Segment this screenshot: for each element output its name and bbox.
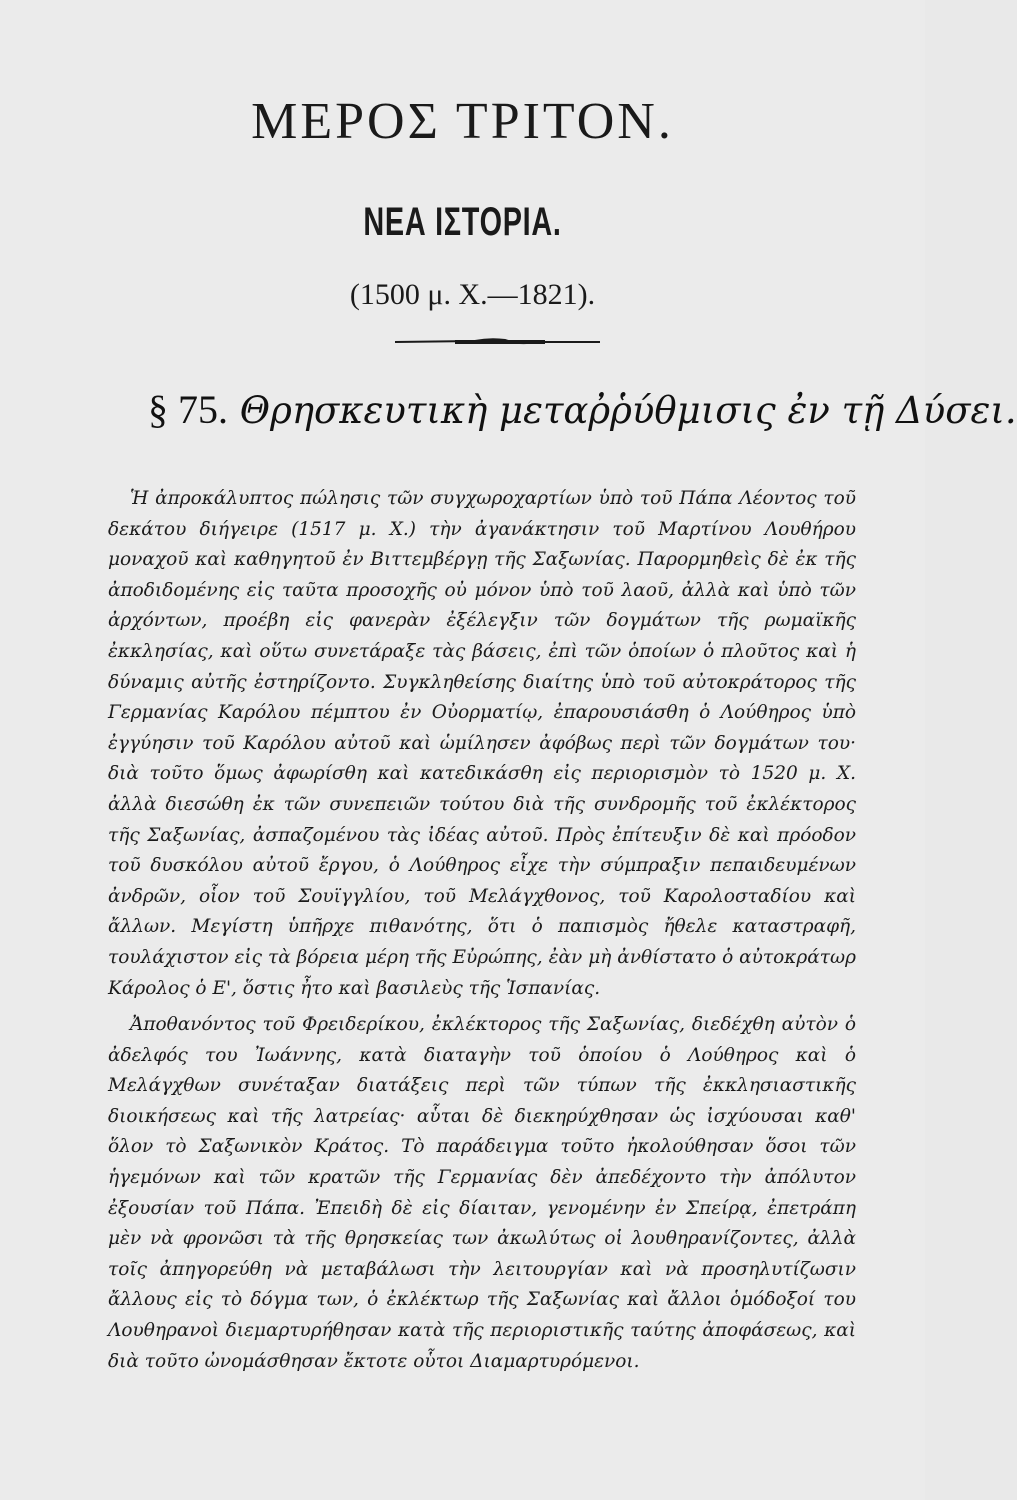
section-number: § 75. [148,387,228,432]
paragraph: Ἀποθανόντος τοῦ Φρειδερίκου, ἐκλέκτορος τῆς Σαξωνίας, διεδέχθη αὐτὸν ὁ ἀδελφός του Ἰωάννης, κατὰ διαταγὴν τοῦ ὁποίου ὁ Λούθηρος καὶ ὁ Μελάγχθων συνέταξαν διατάξεις περὶ τῶν τύπων τῆς ἐκκλησιαστικῆς διοικήσεως καὶ τῆς λατρείας· αὗται δὲ διεκηρύχθησαν ὡς ἰσχύουσαι καθ' ὅλον τὸ Σαξωνικὸν Κράτος. Τὸ παράδειγμα τοῦτο ἠκολούθησαν ὅσοι τῶν ἡγεμόνων καὶ τῶν κρατῶν τῆς Γερμανίας δὲν ἀπεδέχοντο τὴν ἀπόλυτον ἐξουσίαν τοῦ Πάπα. Ἐπειδὴ δὲ εἰς δίαιταν, γενομένην ἐν Σπείρᾳ, ἐπετράπη μὲν νὰ φρονῶσι τὰ τῆς θρησκείας των ἀκωλύτως οἱ λουθηρανίζοντες, ἀλλὰ τοῖς ἀπηγορεύθη νὰ μεταβάλωσι τὴν λειτουργίαν καὶ νὰ προσηλυτίζωσιν ἄλλους εἰς τὸ δόγμα των, ὁ ἐκλέκτωρ τῆς Σαξωνίας καὶ ἄλλοι ὁμόδοξοί του Λουθηρανοὶ διεμαρτυρήθησαν κατὰ τῆς περιοριστικῆς ταύτης ἀποφάσεως, καὶ διὰ τοῦτο ὠνομάσθησαν ἔκτοτε οὗτοι Διαμαρτυρόμενοι. [108,1014,856,1372]
chapter-title: Θρησκευτικὴ μεταῤῥύθμισις ἐν τῇ Δύσει. [239,389,1017,432]
period-dates: (1500 μ. Χ.—1821). [349,278,596,311]
ornamental-rule [395,338,600,346]
body-text [108,484,856,1379]
paragraph: Ἡ ἀπροκάλυπτος πώλησις τῶν συγχωροχαρτίων ὑπὸ τοῦ Πάπα Λέοντος τοῦ δεκάτου διήγειρε (1517 μ. Χ.) τὴν ἀγανάκτησιν τοῦ Μαρτίνου Λουθήρου μοναχοῦ καὶ καθηγητοῦ ἐν Βιττεμβέργῃ τῆς Σαξωνίας. Παρορμηθεὶς δὲ ἐκ τῆς ἀποδιδομένης εἰς ταῦτα προσοχῆς οὐ μόνον ὑπὸ τοῦ λαοῦ, ἀλλὰ καὶ ὑπὸ τῶν ἀρχόντων, προέβη εἰς φανερὰν ἐξέλεγξιν τῶν δογμάτων τῆς ρωμαϊκῆς ἐκκλησίας, καὶ οὕτω συνετάραξε τὰς βάσεις, ἐπὶ τῶν ὁποίων ὁ πλοῦτος καὶ ἡ δύναμις αὐτῆς ἐστηρίζοντο. Συγκληθείσης διαίτης ὑπὸ τοῦ αὐτοκράτορος τῆς Γερμανίας Καρόλου πέμπτου ἐν Οὐορματίῳ, ἐπαρουσιάσθη ὁ Λούθηρος ὑπὸ ἐγγύησιν τοῦ Καρόλου αὐτοῦ καὶ ὡμίλησεν ἀφόβως περὶ τῶν δογμάτων του· διὰ τοῦτο ὅμως ἀφωρίσθη καὶ κατεδικάσθη εἰς περιορισμὸν τὸ 1520 μ. Χ. ἀλλὰ διεσώθη ἐκ τῶν συνεπειῶν τούτου διὰ τῆς συνδρομῆς τοῦ ἐκλέκτορος τῆς Σαξωνίας, ἀσπαζομένου τὰς ἰδέας αὐτοῦ. Πρὸς ἐπίτευξιν δὲ καὶ πρόοδον τοῦ δυσκόλου αὐτοῦ ἔργου, ὁ Λούθηρος εἶχε τὴν σύμπραξιν πεπαιδευμένων ἀνδρῶν, οἷον τοῦ Σουϊγγλίου, τοῦ Μελάγχθονος, τοῦ Καρολοσταδίου καὶ ἄλλων. Μεγίστη ὑπῆρχε πιθανότης, ὅτι ὁ παπισμὸς ἤθελε καταστραφῆ, τουλάχιστον εἰς τὰ βόρεια μέρη τῆς Εὐρώπης, ἐὰν μὴ ἀνθίστατο ὁ αὐτοκράτωρ Κάρολος ὁ Ε', ὅστις ἦτο καὶ βασιλεὺς τῆς Ἱσπανίας. [108,488,856,999]
chapter-heading [148,386,1017,433]
section-title: ΝΕΑ ΙΣΤΟΡΙΑ. [363,200,562,244]
part-title: ΜΕΡΟΣ ΤΡΙΤΟΝ. [251,93,674,150]
